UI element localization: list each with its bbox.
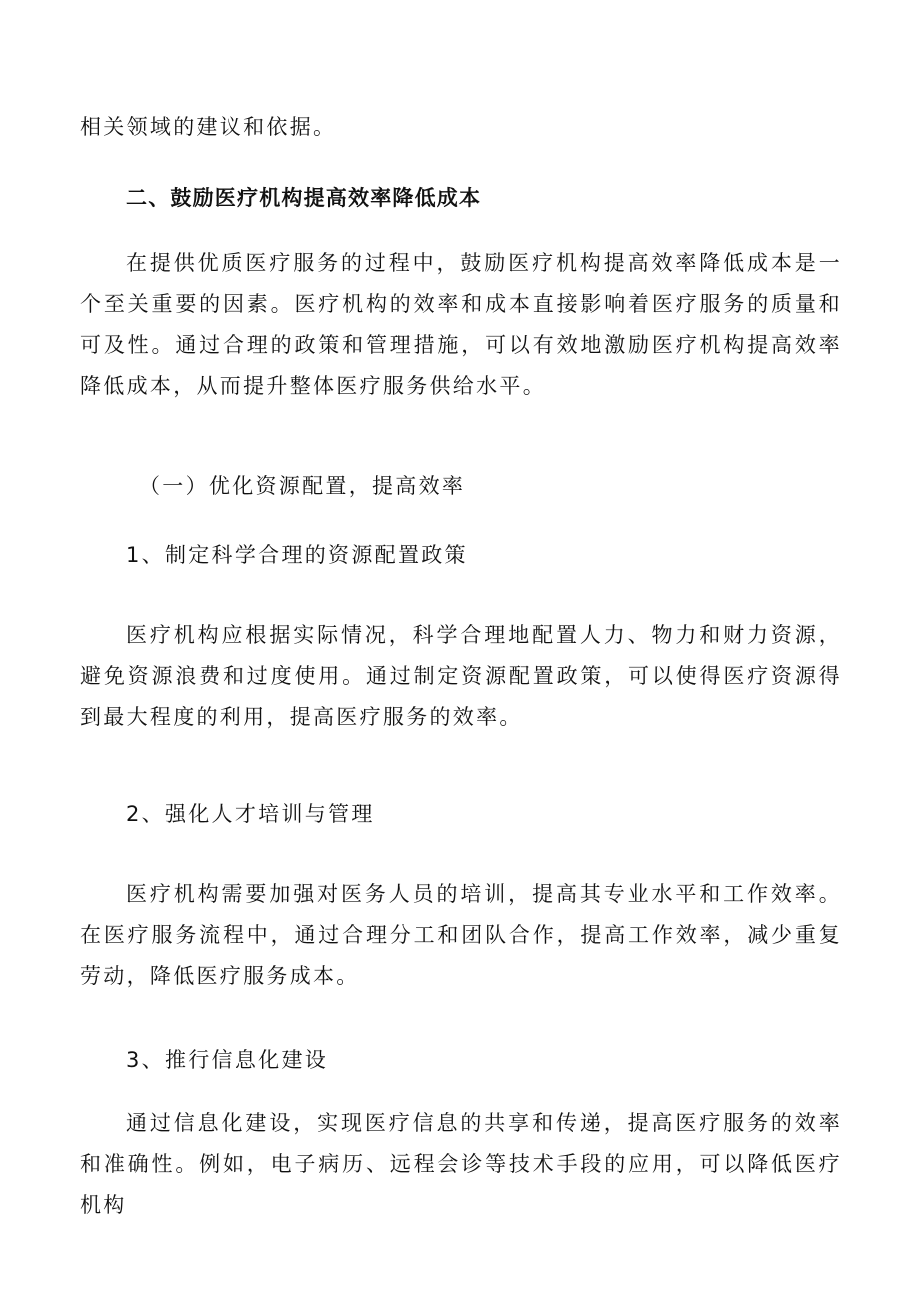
paragraph-item-2: 医疗机构需要加强对医务人员的培训，提高其专业水平和工作效率。在医疗服务流程中，通过合理分工和团队合作，提高工作效率，减少重复劳动，降低医疗服务成本。 xyxy=(80,882,842,988)
paragraph-item-1: 医疗机构应根据实际情况，科学合理地配置人力、物力和财力资源，避免资源浪费和过度使用。通过制定资源配置政策，可以使得医疗资源得到最大程度的利用，提高医疗服务的效率。 xyxy=(80,623,842,729)
subsection-heading: （一）优化资源配置，提高效率 xyxy=(139,474,466,498)
section-heading: 二、鼓励医疗机构提高效率降低成本 xyxy=(126,186,482,210)
paragraph-intro: 在提供优质医疗服务的过程中，鼓励医疗机构提高效率降低成本是一个至关重要的因素。医疗机构的效率和成本直接影响着医疗服务的质量和可及性。通过合理的政策和管理措施，可以有效地激励医疗机构提高效率降低成本，从而提升整体医疗服务供给水平。 xyxy=(80,251,842,398)
item-heading-1: 1、制定科学合理的资源配置政策 xyxy=(126,543,468,567)
item-heading-3: 3、推行信息化建设 xyxy=(126,1048,329,1072)
paragraph-item-3: 通过信息化建设，实现医疗信息的共享和传递，提高医疗服务的效率和准确性。例如，电子病历、远程会诊等技术手段的应用，可以降低医疗机构 xyxy=(80,1111,842,1217)
paragraph-continuation: 相关领域的建议和依据。 xyxy=(80,115,337,139)
item-heading-2: 2、强化人才培训与管理 xyxy=(126,802,375,826)
